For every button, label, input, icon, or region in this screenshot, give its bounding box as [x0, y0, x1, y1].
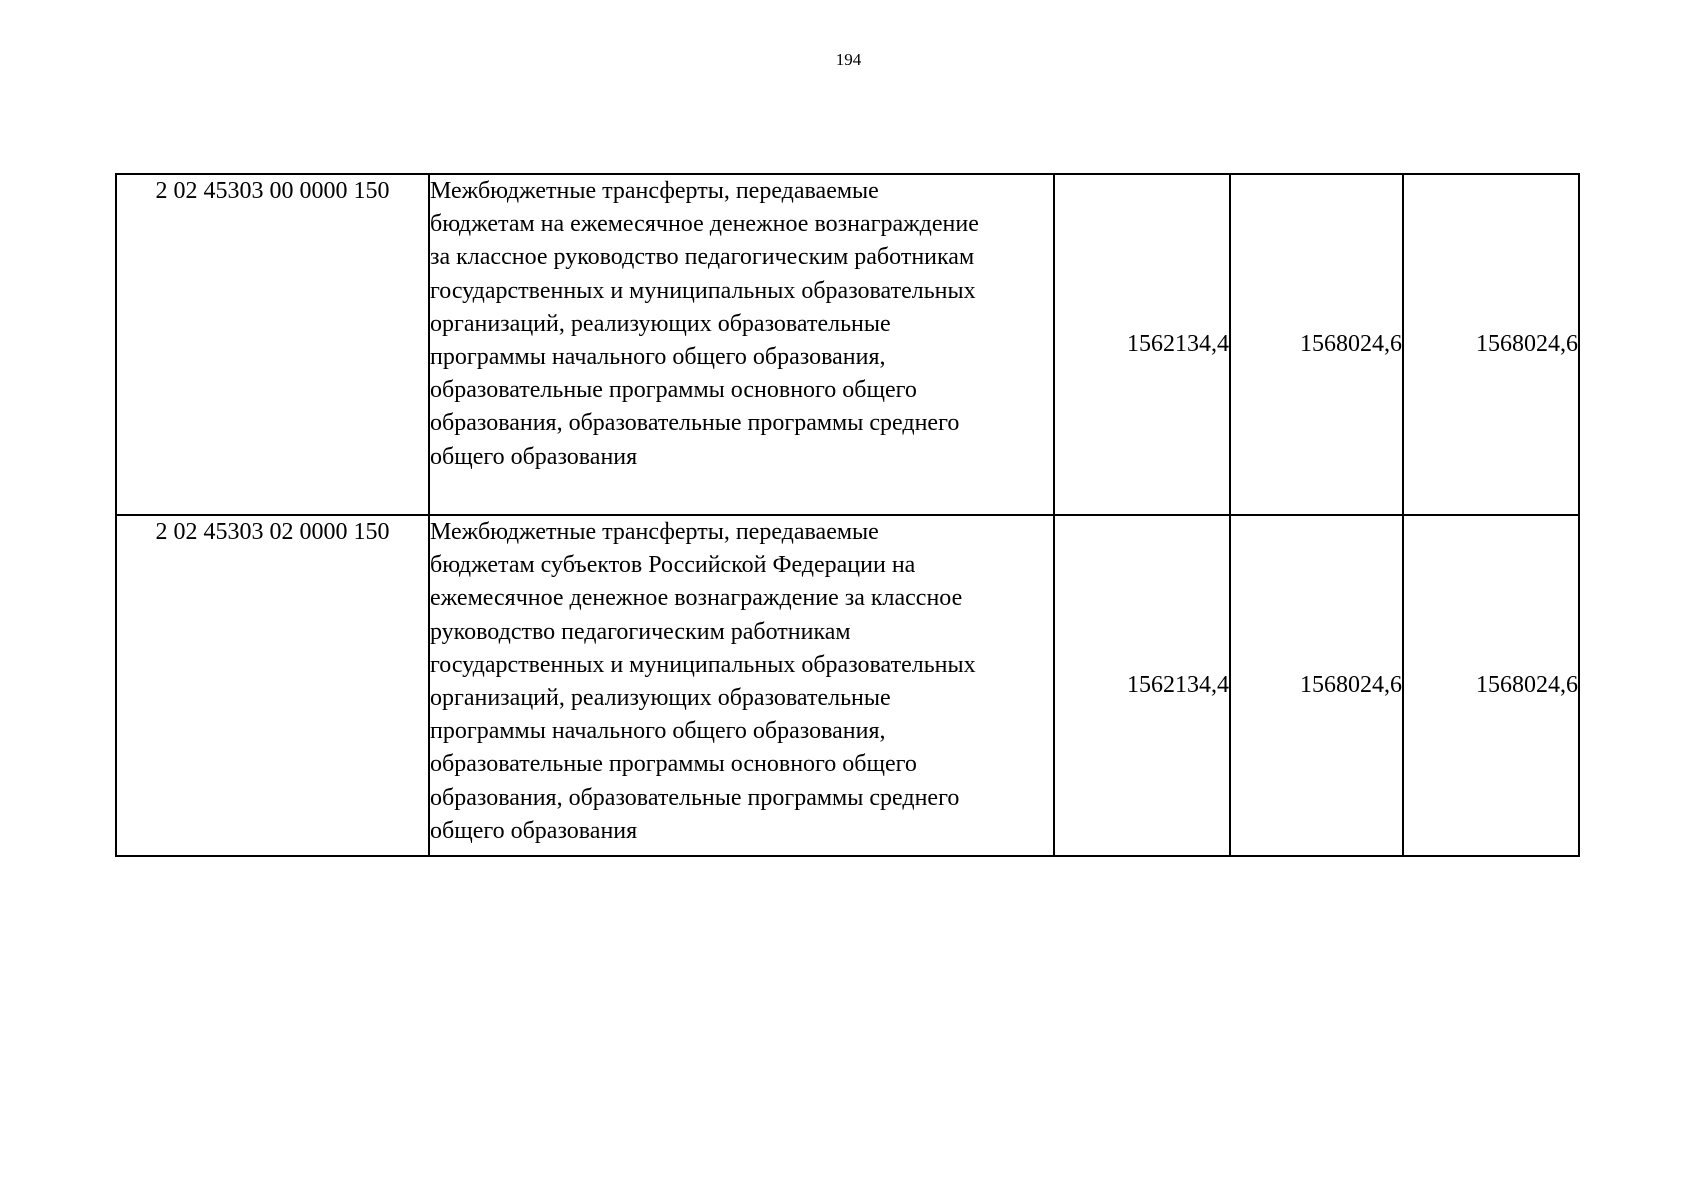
description-line: образования, образовательные программы среднего — [430, 784, 960, 811]
description — [429, 515, 1054, 856]
description-line: Межбюджетные трансферты, передаваемые — [430, 519, 879, 545]
description-line: организаций, реализующих образовательные — [430, 310, 891, 337]
table-row — [116, 174, 1579, 515]
description-line: государственных и муниципальных образовательных — [430, 651, 976, 678]
amount-cell: 1562134,4 — [1054, 515, 1230, 856]
description-line: программы начального общего образования, — [430, 344, 886, 371]
budget-code: 2 02 45303 00 0000 150 — [116, 174, 429, 515]
description-line: ежемесячное денежное вознаграждение за классное — [430, 585, 963, 612]
amount-cell: 1568024,6 — [1403, 515, 1579, 856]
page-number: 194 — [835, 50, 862, 69]
description-line: бюджетам субъектов Российской Федерации на — [430, 552, 916, 579]
description-line: программы начального общего образования, — [430, 718, 886, 745]
description-line: образования, образовательные программы среднего — [430, 410, 960, 437]
budget-code: 2 02 45303 02 0000 150 — [116, 515, 429, 856]
amount-cell: 1568024,6 — [1230, 515, 1403, 856]
description-line: общего образования — [430, 817, 638, 844]
description-line: бюджетам на ежемесячное денежное вознаграждение — [430, 211, 979, 238]
description-line: общего образования — [430, 443, 638, 470]
budget-table — [115, 173, 1580, 857]
description-line: государственных и муниципальных образовательных — [430, 277, 976, 304]
description-line: организаций, реализующих образовательные — [430, 685, 891, 712]
table-row — [116, 515, 1579, 856]
description-line: за классное руководство педагогическим работникам — [430, 244, 975, 271]
amount-cell: 1568024,6 — [1403, 174, 1579, 515]
description-line: образовательные программы основного общего — [430, 751, 917, 778]
description-line: Межбюджетные трансферты, передаваемые — [430, 178, 879, 204]
description-line: образовательные программы основного общего — [430, 377, 917, 404]
amount-cell: 1562134,4 — [1054, 174, 1230, 515]
description-line: руководство педагогическим работникам — [430, 618, 851, 645]
description — [429, 174, 1054, 515]
amount-cell: 1568024,6 — [1230, 174, 1403, 515]
